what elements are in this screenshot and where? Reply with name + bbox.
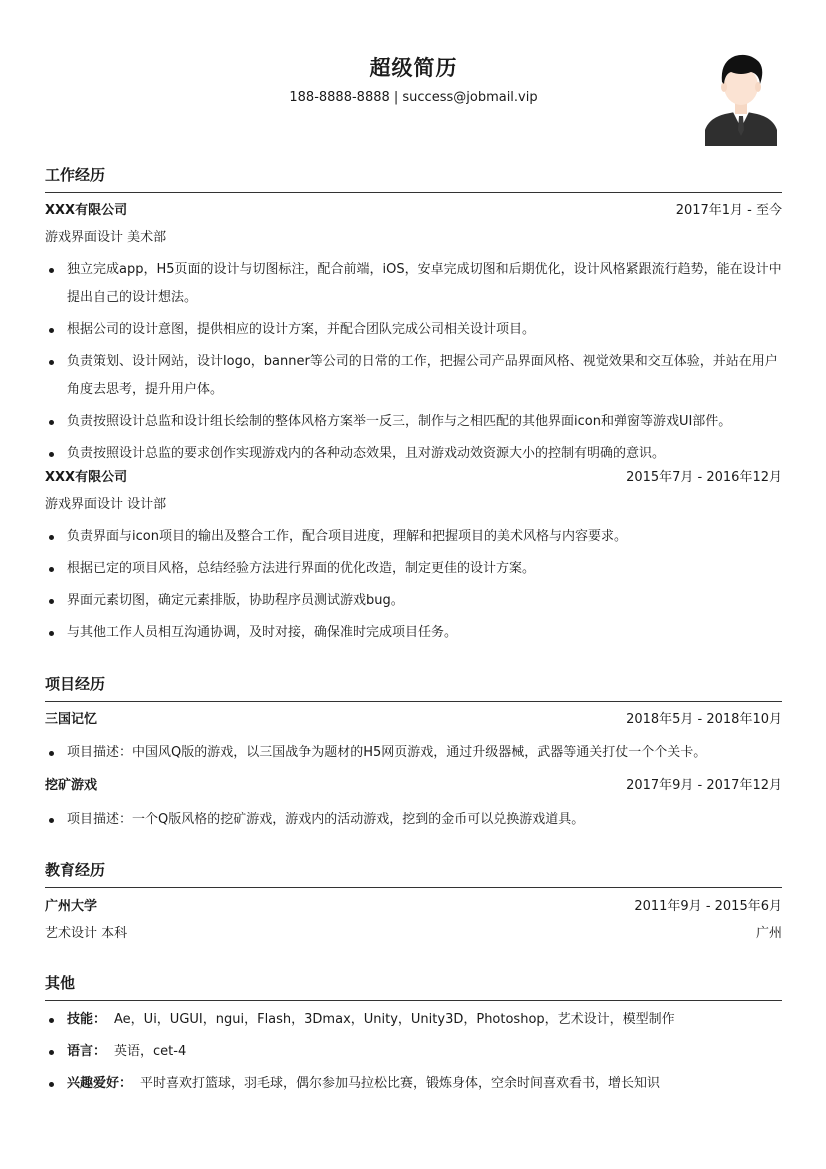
job-role-1 (45, 228, 782, 248)
job-role: 游戏界面设计 美术部 (45, 230, 167, 245)
job-company: XXX有限公司 (45, 470, 128, 485)
hobby-text: 平时喜欢打篮球，羽毛球，偶尔参加马拉松比赛，锻炼身体，空余时间喜欢看书，增长知识 (140, 1076, 661, 1091)
job-header-1 (45, 201, 782, 221)
section-title-other: 其他 (45, 974, 76, 992)
project-bullets-1 (45, 739, 782, 771)
section-divider (45, 701, 782, 702)
project-header-2 (45, 776, 782, 796)
job-bullets-1 (45, 256, 782, 472)
job-date: 2017年1月 - 至今 (675, 203, 782, 218)
list-item: 负责策划、设计网站，设计logo，banner等公司的日常的工作，把握公司产品界面风格、视觉效果和交互体验，并站在用户角度去思考，提升用户体。 (45, 348, 782, 404)
job-header-2 (45, 468, 782, 488)
job-date: 2015年7月 - 2016年12月 (626, 470, 782, 485)
list-item: 负责按照设计总监和设计组长绘制的整体风格方案举一反三，制作与之相匹配的其他界面icon和弹窗等游戏UI部件。 (45, 408, 782, 436)
language-text: 英语，cet-4 (114, 1044, 187, 1059)
education-section (45, 859, 782, 888)
section-divider (45, 1000, 782, 1001)
project-date: 2017年9月 - 2017年12月 (626, 778, 782, 793)
section-title-work: 工作经历 (45, 166, 106, 184)
hobby-label: 兴趣爱好： (67, 1076, 133, 1091)
project-name: 挖矿游戏 (45, 778, 98, 793)
hobby-item (45, 1070, 782, 1098)
section-divider (45, 192, 782, 193)
avatar-photo (705, 52, 777, 146)
project-name: 三国记忆 (45, 712, 98, 727)
list-item: 项目描述：一个Q版风格的挖矿游戏，游戏内的活动游戏，挖到的金币可以兑换游戏道具。 (45, 806, 782, 834)
project-date: 2018年5月 - 2018年10月 (626, 712, 782, 727)
project-bullets-2 (45, 806, 782, 838)
job-role-2 (45, 495, 782, 515)
section-title-projects: 项目经历 (45, 675, 106, 693)
list-item: 项目描述：中国风Q版的游戏，以三国战争为题材的H5网页游戏，通过升级器械，武器等通关打仗一个个关卡。 (45, 739, 782, 767)
education-city: 广州 (755, 926, 782, 941)
list-item: 与其他工作人员相互沟通协调，及时对接，确保准时完成项目任务。 (45, 619, 782, 647)
other-section (45, 972, 782, 1001)
school-name: 广州大学 (45, 899, 98, 914)
resume-page (45, 0, 782, 1091)
language-item (45, 1038, 782, 1066)
skills-text: Ae，Ui，UGUI，ngui，Flash，3Dmax，Unity，Unity3D，Photoshop，艺术设计，模型制作 (114, 1012, 675, 1027)
resume-header (45, 0, 782, 150)
projects-section (45, 673, 782, 702)
job-role: 游戏界面设计 设计部 (45, 497, 167, 512)
skills-item (45, 1006, 782, 1034)
education-detail (45, 924, 782, 944)
list-item: 根据公司的设计意图，提供相应的设计方案，并配合团队完成公司相关设计项目。 (45, 316, 782, 344)
list-item: 根据已定的项目风格，总结经验方法进行界面的优化改造，制定更佳的设计方案。 (45, 555, 782, 583)
contact-line: 188-8888-8888 | success@jobmail.vip (289, 90, 538, 105)
education-date: 2011年9月 - 2015年6月 (634, 899, 782, 914)
education-header (45, 897, 782, 917)
list-item: 界面元素切图，确定元素排版，协助程序员测试游戏bug。 (45, 587, 782, 615)
list-item: 负责按照设计总监的要求创作实现游戏内的各种动态效果，且对游戏动效资源大小的控制有明确的意识。 (45, 440, 782, 468)
skills-label: 技能： (67, 1012, 107, 1027)
language-label: 语言： (67, 1044, 107, 1059)
candidate-name: 超级简历 (369, 56, 458, 80)
work-section (45, 164, 782, 193)
job-bullets-2 (45, 523, 782, 651)
other-bullets (45, 1006, 782, 1102)
education-major: 艺术设计 本科 (45, 926, 128, 941)
section-divider (45, 887, 782, 888)
job-company: XXX有限公司 (45, 203, 128, 218)
project-header-1 (45, 710, 782, 730)
list-item: 独立完成app，H5页面的设计与切图标注，配合前端，iOS，安卓完成切图和后期优化，设计风格紧跟流行趋势，能在设计中提出自己的设计想法。 (45, 256, 782, 312)
section-title-education: 教育经历 (45, 861, 106, 879)
list-item: 负责界面与icon项目的输出及整合工作，配合项目进度，理解和把握项目的美术风格与内容要求。 (45, 523, 782, 551)
